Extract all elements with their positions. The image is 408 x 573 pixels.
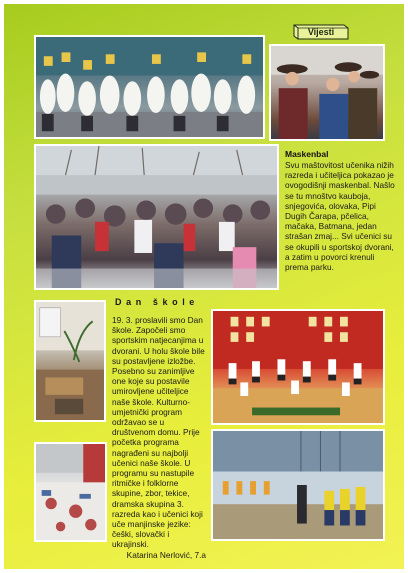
- school-exhibition-photo: [34, 300, 106, 422]
- exhibition-illustration: [36, 302, 104, 420]
- dan-skole-heading: Dan škole: [115, 297, 199, 307]
- parade-illustration: [36, 146, 277, 288]
- sports-gym-photo: [211, 429, 385, 541]
- dan-skole-paragraph: 19. 3. proslavili smo Dan škole. Započeli smo sportskim natjecanjima u dvorani. U holu škole bile su postavljene izložbe. Posebno su zanimljive one koje su postavile umirovljene učiteljice naše škole. Kulturno-umjetnički program održavao se u društvenom domu. Prije početka programa nagrađeni su najbolji učenici naše škole. U programu su nastupile ritmičke i folklorne skupine, zbor, tekice, dramska skupina 3. razreda kao i učenici koji uče manjinske jezike: češki, slovački i ukrajinski.: [112, 315, 205, 550]
- newsletter-page: [4, 4, 404, 569]
- cowboys-illustration: [271, 46, 383, 139]
- stage-dance-photo: [211, 309, 385, 425]
- maskenbal-body: Svu maštovitost učenika nižih razreda i učiteljica pokazao je ovogodišnji maskenbal. Našlo se tu mnoštvo kauboja, snjegovića, olovaka, Pipi Dugih Čarapa, pčelica, mačaka, Batmana, jedan strašan zmaj... Svi učenici su se okupili u sportskoj dvorani, a zatim u povorci krenuli prema parku.: [285, 160, 395, 273]
- stage-illustration: [213, 311, 383, 423]
- carnival-costumes-photo: [34, 35, 265, 139]
- dan-skole-body: [112, 315, 208, 560]
- costumes-illustration: [36, 37, 263, 137]
- maskenbal-heading: Maskenbal: [285, 149, 329, 159]
- section-tag: [292, 24, 350, 40]
- gym-illustration: [213, 431, 383, 539]
- section-tag-label: Vijesti: [307, 27, 335, 37]
- article-author: Katarina Nerlović, 7.a: [126, 549, 206, 560]
- craft-table-photo: [34, 442, 107, 542]
- carnival-parade-photo: [34, 144, 279, 290]
- cowboys-photo: [269, 44, 385, 141]
- craft-table-illustration: [36, 444, 105, 540]
